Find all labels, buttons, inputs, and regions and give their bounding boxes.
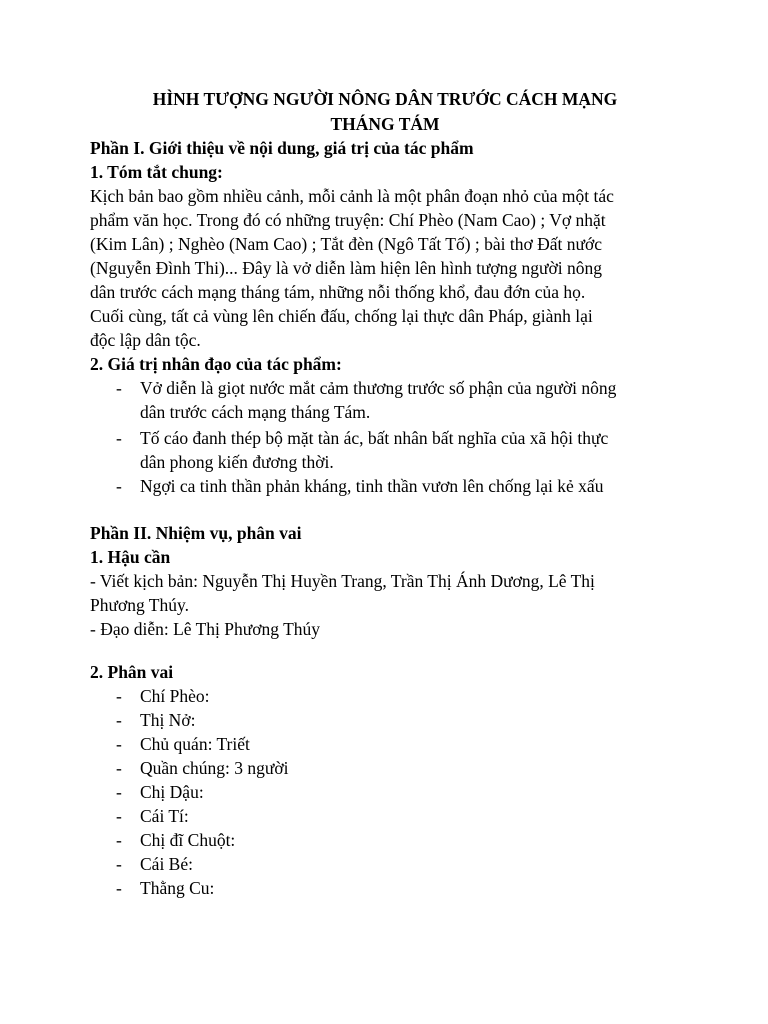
summary-line: phẩm văn học. Trong đó có những truyện: Chí Phèo (Nam Cao) ; Vợ nhặt: [90, 210, 606, 230]
logistics-line: Phương Thúy.: [90, 595, 189, 615]
role-item: Chị đĩ Chuột:: [140, 830, 236, 850]
role-item: Cái Bé:: [140, 854, 193, 874]
logistics-heading: 1. Hậu cần: [90, 547, 171, 567]
bullet-dash: -: [116, 378, 122, 398]
bullet-dash: -: [116, 758, 122, 778]
role-item: Thằng Cu:: [140, 878, 215, 898]
role-item: Cái Tí:: [140, 806, 189, 826]
bullet-dash: -: [116, 854, 122, 874]
bullet-dash: -: [116, 710, 122, 730]
bullet-dash: -: [116, 476, 122, 496]
bullet-dash: -: [116, 428, 122, 448]
role-item: Thị Nở:: [140, 710, 196, 730]
bullet-dash: -: [116, 806, 122, 826]
bullet-dash: -: [116, 878, 122, 898]
summary-line: Cuối cùng, tất cả vùng lên chiến đấu, chống lại thực dân Pháp, giành lại: [90, 306, 593, 326]
role-item: Chí Phèo:: [140, 686, 210, 706]
part-2-heading: Phần II. Nhiệm vụ, phân vai: [90, 523, 302, 543]
role-item: Quần chúng: 3 người: [140, 758, 289, 778]
part-1-heading: Phần I. Giới thiệu về nội dung, giá trị của tác phẩm: [90, 138, 474, 158]
summary-line: (Nguyễn Đình Thi)... Đây là vở diễn làm hiện lên hình tượng người nông: [90, 258, 603, 278]
bullet-dash: -: [116, 782, 122, 802]
bullet-dash: -: [116, 686, 122, 706]
humanitarian-values-heading: 2. Giá trị nhân đạo của tác phẩm:: [90, 354, 342, 374]
logistics-line: - Đạo diễn: Lê Thị Phương Thúy: [90, 619, 321, 639]
summary-heading: 1. Tóm tắt chung:: [90, 162, 223, 182]
summary-line: độc lập dân tộc.: [90, 330, 201, 350]
role-item: Chị Dậu:: [140, 782, 204, 802]
values-bullet-line: Ngợi ca tinh thần phản kháng, tinh thần vươn lên chống lại kẻ xấu: [140, 476, 604, 496]
bullet-dash: -: [116, 830, 122, 850]
document-title-line-2: THÁNG TÁM: [330, 114, 440, 134]
bullet-dash: -: [116, 734, 122, 754]
logistics-line: - Viết kịch bản: Nguyễn Thị Huyền Trang, Trần Thị Ánh Dương, Lê Thị: [90, 571, 595, 591]
document-title-line-1: HÌNH TƯỢNG NGƯỜI NÔNG DÂN TRƯỚC CÁCH MẠNG: [152, 89, 618, 109]
summary-line: (Kim Lân) ; Nghèo (Nam Cao) ; Tắt đèn (Ngô Tất Tố) ; bài thơ Đất nước: [90, 234, 603, 254]
roles-heading: 2. Phân vai: [90, 662, 174, 682]
values-bullet-line: Tố cáo đanh thép bộ mặt tàn ác, bất nhân bất nghĩa của xã hội thực: [140, 428, 609, 448]
values-bullet-line: dân trước cách mạng tháng Tám.: [140, 402, 371, 422]
summary-line: dân trước cách mạng tháng tám, những nỗi thống khổ, đau đớn của họ.: [90, 282, 586, 302]
role-item: Chủ quán: Triết: [140, 734, 250, 754]
summary-line: Kịch bản bao gồm nhiều cảnh, mỗi cảnh là một phân đoạn nhỏ của một tác: [90, 186, 614, 206]
values-bullet-line: dân phong kiến đương thời.: [140, 452, 334, 472]
values-bullet-line: Vở diễn là giọt nước mắt cảm thương trước số phận của người nông: [140, 378, 617, 398]
